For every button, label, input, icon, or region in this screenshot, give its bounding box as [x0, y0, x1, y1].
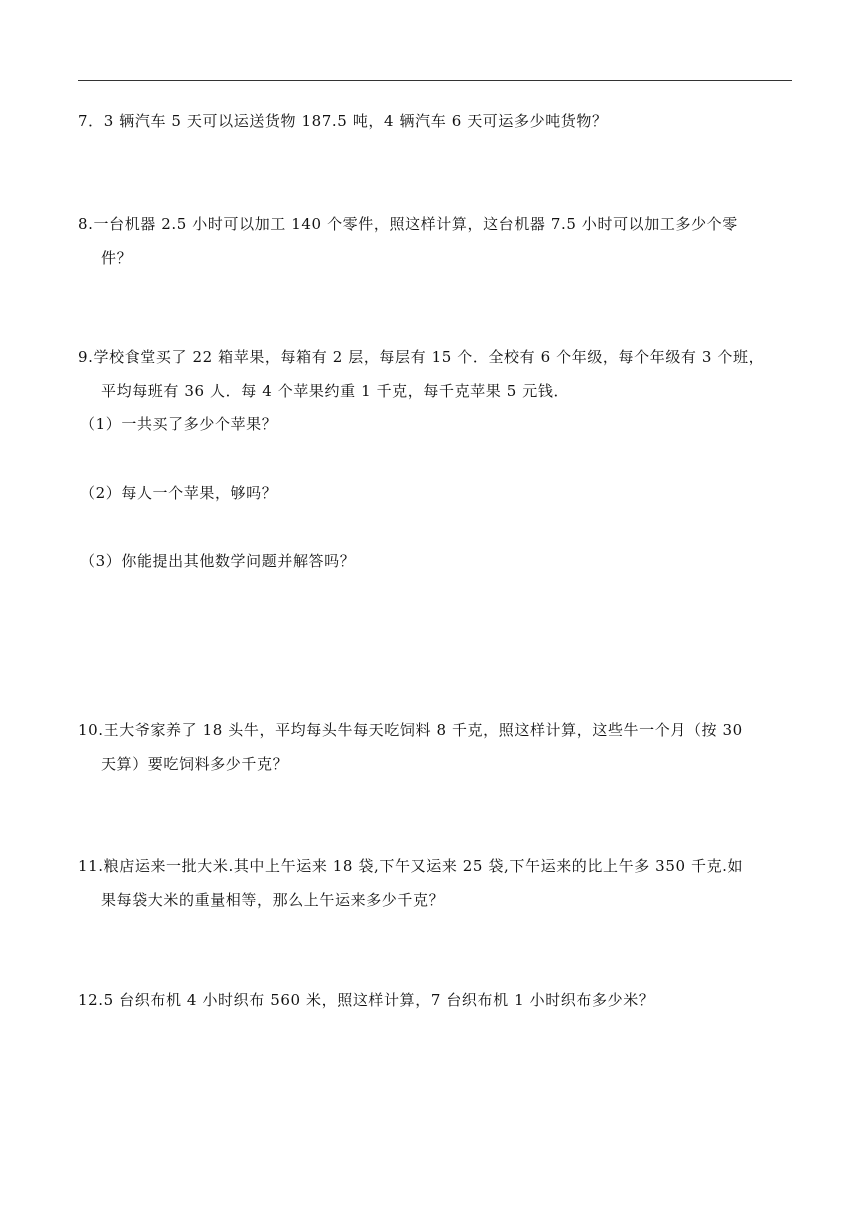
question-10-line-1: 10.王大爷家养了 18 头牛，平均每头牛每天吃饲料 8 千克，照这样计算，这些牛一个月（按 30: [78, 721, 743, 739]
question-9-sub-1: （1）一共买了多少个苹果？: [80, 415, 278, 433]
header-rule: [78, 80, 792, 81]
question-11-line-2: 果每袋大米的重量相等，那么上午运来多少千克？: [101, 891, 445, 909]
question-9-line-1: 9.学校食堂买了 22 箱苹果，每箱有 2 层，每层有 15 个．全校有 6 个年级，每个年级有 3 个班，: [78, 348, 765, 366]
question-8-line-2: 件？: [101, 249, 133, 267]
question-9-sub-2: （2）每人一个苹果，够吗？: [80, 484, 278, 502]
question-9-line-2: 平均每班有 36 人．每 4 个苹果约重 1 千克，每千克苹果 5 元钱．: [101, 382, 570, 400]
question-8-line-1: 8.一台机器 2.5 小时可以加工 140 个零件，照这样计算，这台机器 7.5 小时可以加工多少个零: [78, 215, 738, 233]
question-10-line-2: 天算）要吃饲料多少千克？: [101, 755, 289, 773]
question-8: [78, 207, 794, 275]
question-11-line-1: 11.粮店运来一批大米.其中上午运来 18 袋,下午又运来 25 袋,下午运来的比上午多 350 千克.如: [78, 857, 744, 875]
question-10: [78, 713, 794, 781]
question-9: [78, 340, 794, 408]
question-11: [78, 849, 794, 917]
question-7-line-1: 7．3 辆汽车 5 天可以运送货物 187.5 吨，4 辆汽车 6 天可运多少吨货物？: [78, 112, 608, 130]
question-12-line-1: 12.5 台织布机 4 小时织布 560 米，照这样计算，7 台织布机 1 小时织布多少米？: [78, 991, 655, 1009]
question-7: [78, 104, 794, 138]
question-9-sub-3: （3）你能提出其他数学问题并解答吗？: [80, 552, 356, 570]
question-12: [78, 983, 794, 1017]
